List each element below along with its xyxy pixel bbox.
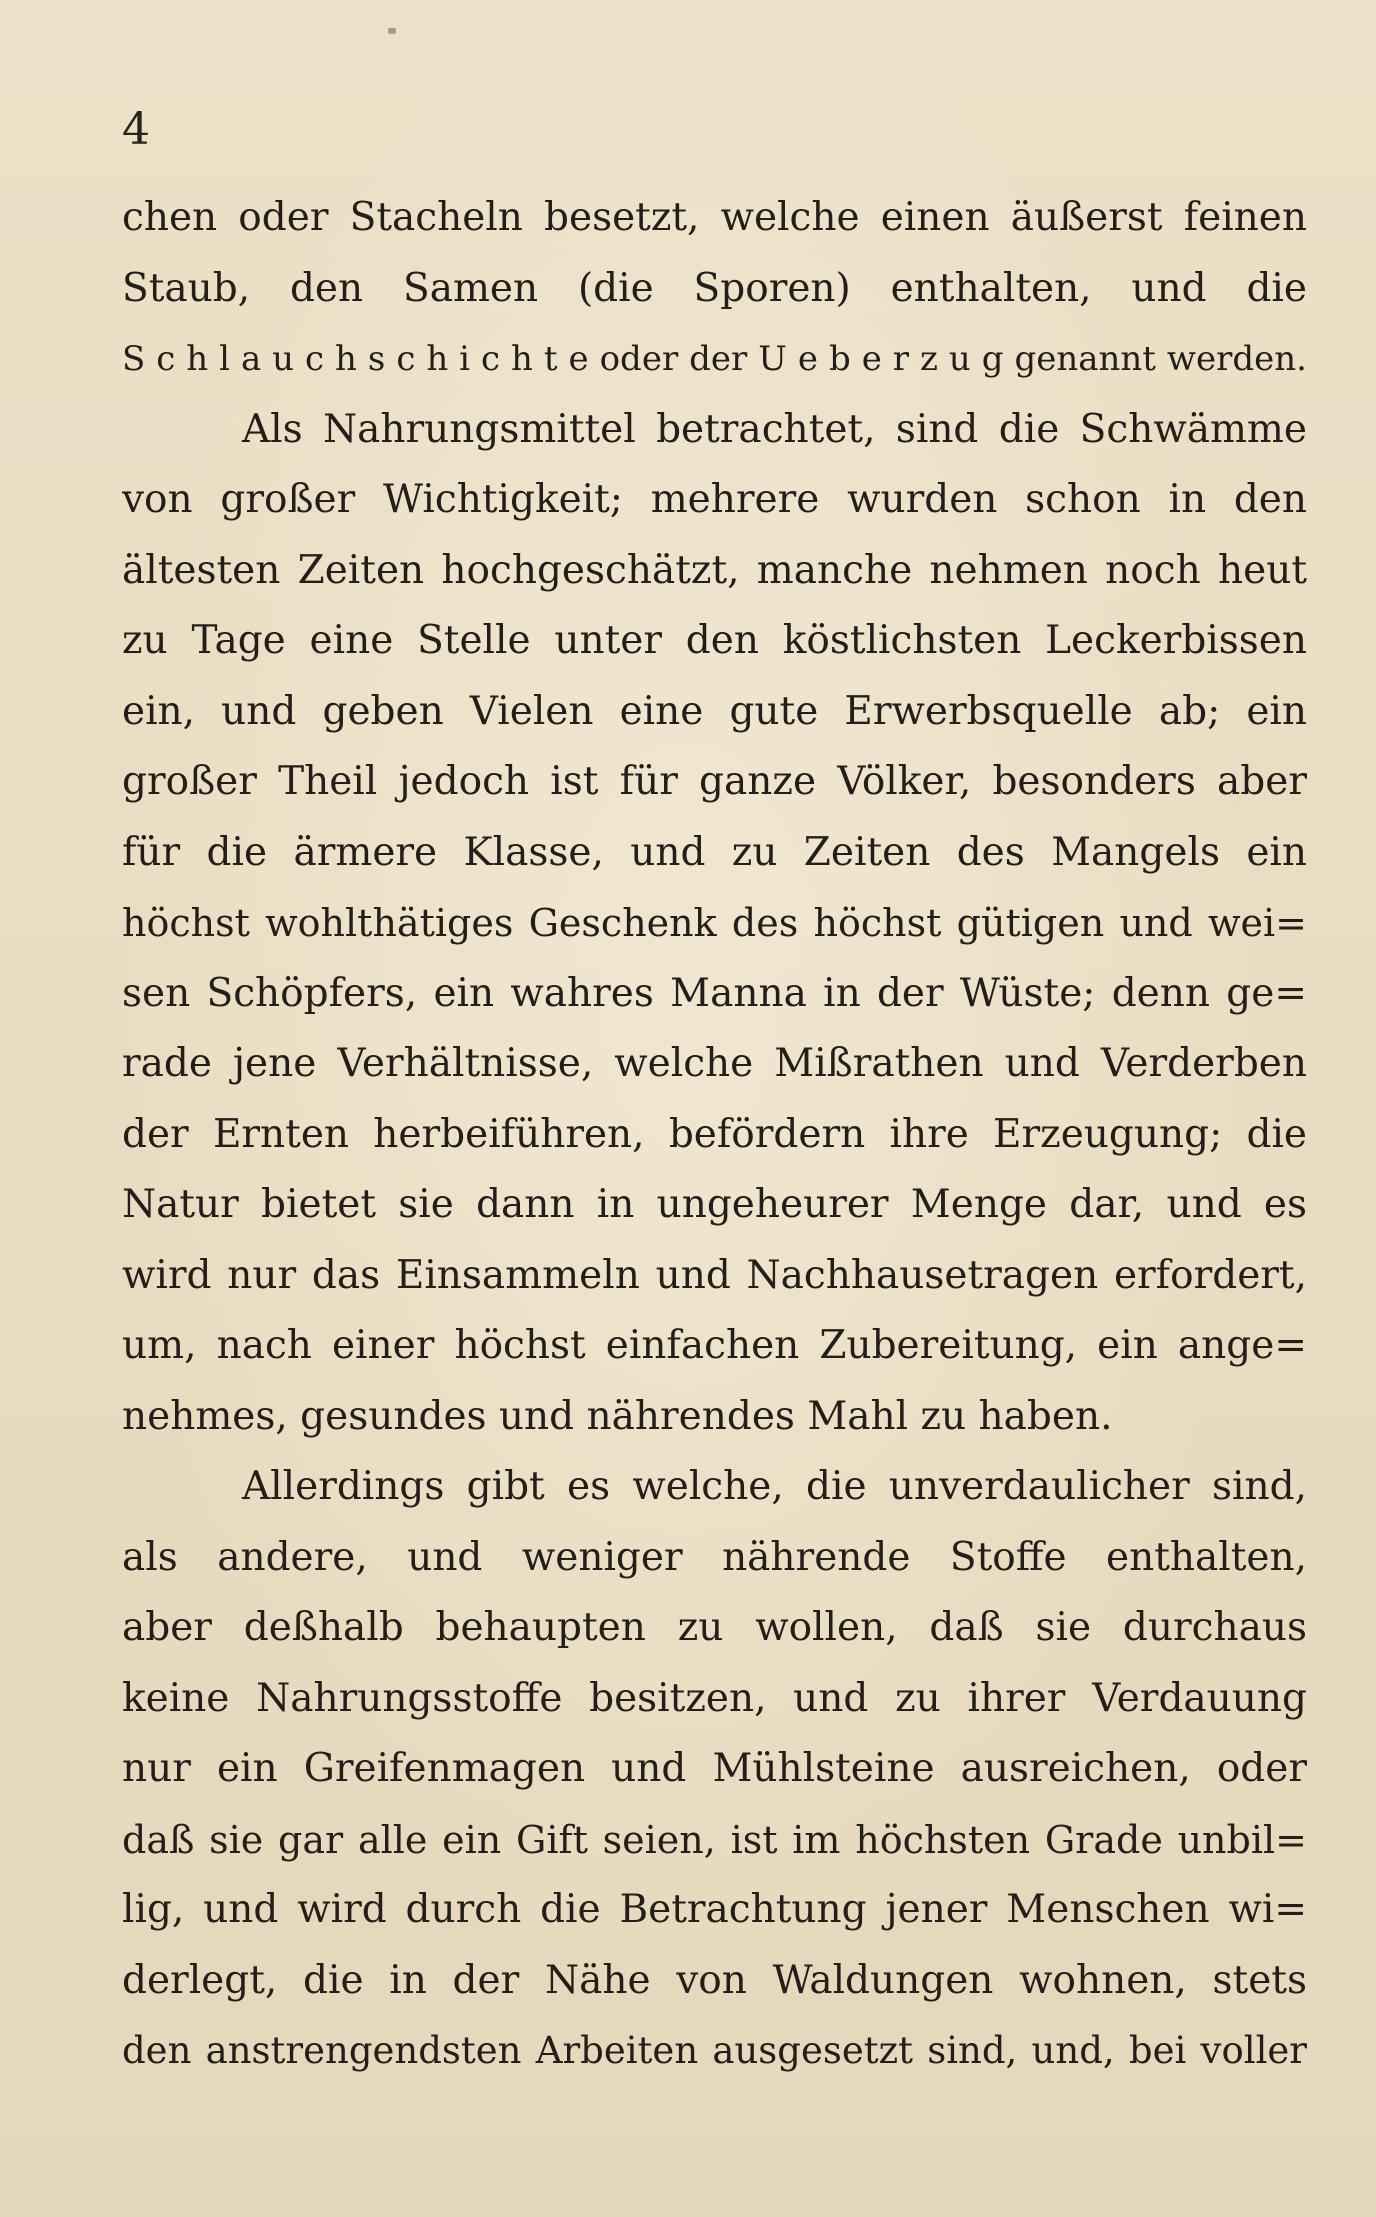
text-line: rade jene Verhältnisse, welche Mißrathen und Verderben [122,1041,1307,1086]
text-line: sen Schöpfers, ein wahres Manna in der Wüste; denn ge= [122,970,1307,1016]
text-line: Als Nahrungsmittel betrachtet, sind die Schwämme [242,406,1307,452]
text-line: als andere, und weniger nährende Stoffe enthalten, [122,1534,1307,1580]
body-text [122,183,1307,2087]
text-line: nur ein Greifenmagen und Mühlsteine ausreichen, oder [122,1746,1307,1791]
text-line: chen oder Stacheln besetzt, welche einen äußerst feinen [122,195,1307,240]
ink-speck [388,28,396,34]
text-line: den anstrengendsten Arbeiten ausgesetzt sind, und, bei voller [122,2029,1307,2072]
text-line: daß sie gar alle ein Gift seien, ist im höchsten Grade unbil= [122,1817,1307,1862]
text-line: S c h l a u c h s c h i c h t e oder der U e b e r z u g genannt werden. [122,339,1307,379]
text-line: derlegt, die in der Nähe von Waldungen wohnen, stets [122,1957,1307,2003]
text-line: aber deßhalb behaupten zu wollen, daß sie durchaus [122,1605,1307,1650]
text-line: nehmes, gesundes und nährendes Mahl zu haben. [122,1393,1113,1439]
text-line: für die ärmere Klasse, und zu Zeiten des Mangels ein [122,829,1307,875]
text-line: höchst wohlthätiges Geschenk des höchst gütigen und wei= [122,901,1307,945]
text-line: Natur bietet sie dann in ungeheurer Menge dar, und es [122,1182,1307,1227]
text-line: wird nur das Einsammeln und Nachhausetragen erfordert, [122,1252,1307,1298]
text-line: von großer Wichtigkeit; mehrere wurden schon in den [122,477,1307,522]
text-line: ein, und geben Vielen eine gute Erwerbsquelle ab; ein [122,688,1307,734]
text-line: lig, und wird durch die Betrachtung jener Menschen wi= [122,1887,1307,1932]
text-line: keine Nahrungsstoffe besitzen, und zu ihrer Verdauung [122,1675,1307,1721]
page-number: 4 [122,104,150,155]
text-line: Allerdings gibt es welche, die unverdaulicher sind, [242,1464,1307,1509]
text-line: Staub, den Samen (die Sporen) enthalten, und die [122,265,1307,311]
text-line: ältesten Zeiten hochgeschätzt, manche nehmen noch heut [122,547,1307,593]
text-line: großer Theil jedoch ist für ganze Völker, besonders aber [122,759,1307,804]
text-line: der Ernten herbeiführen, befördern ihre Erzeugung; die [122,1111,1307,1157]
text-line: zu Tage eine Stelle unter den köstlichsten Leckerbissen [122,618,1307,663]
text-line: um, nach einer höchst einfachen Zubereitung, ein ange= [122,1323,1307,1368]
